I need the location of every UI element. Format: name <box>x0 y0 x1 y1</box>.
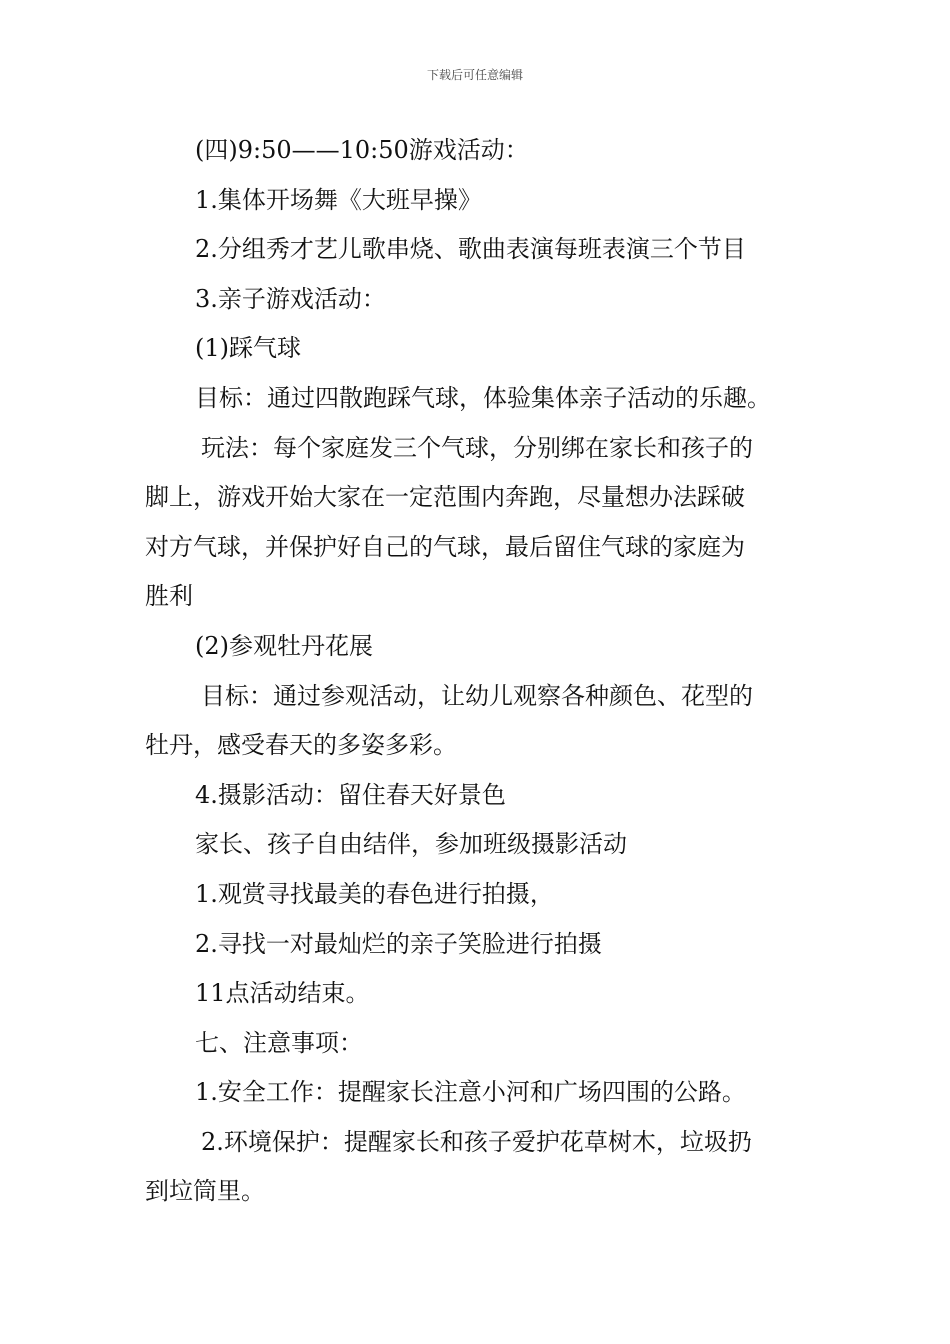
list-item: 2.环境保护：提醒家长和孩子爱护花草树木，垃圾扔 <box>201 1127 752 1156</box>
list-item: 3.亲子游戏活动： <box>195 284 386 313</box>
list-item: 1.集体开场舞《大班早操》 <box>195 185 482 214</box>
page-header: 下载后可任意编辑 <box>426 68 523 82</box>
paragraph-line: 11点活动结束。 <box>195 979 370 1008</box>
paragraph-line: 家长、孩子自由结伴，参加班级摄影活动 <box>195 830 627 859</box>
sub-heading: (2)参观牡丹花展 <box>195 631 373 660</box>
paragraph-line: 胜利 <box>145 582 193 611</box>
sub-heading: (1)踩气球 <box>195 334 301 363</box>
list-item: 2.寻找一对最灿烂的亲子笑脸进行拍摄 <box>195 929 602 958</box>
list-item: 4.摄影活动：留住春天好景色 <box>195 780 506 809</box>
list-item: 1.观赏寻找最美的春色进行拍摄， <box>195 879 554 908</box>
section-heading-games: (四)9:50——10:50游戏活动： <box>195 136 529 164</box>
list-item: 2.分组秀才艺儿歌串烧、歌曲表演每班表演三个节目 <box>195 235 746 264</box>
paragraph-line: 目标：通过四散跑踩气球，体验集体亲子活动的乐趣。 <box>195 383 771 412</box>
paragraph-line: 对方气球，并保护好自己的气球，最后留住气球的家庭为 <box>145 532 745 561</box>
paragraph-line: 到垃筒里。 <box>145 1177 265 1206</box>
paragraph-line: 玩法：每个家庭发三个气球，分别绑在家长和孩子的 <box>201 433 753 462</box>
document-body <box>145 126 807 1217</box>
list-item: 1.安全工作：提醒家长注意小河和广场四围的公路。 <box>195 1078 746 1107</box>
paragraph-line: 脚上，游戏开始大家在一定范围内奔跑，尽量想办法踩破 <box>145 483 745 512</box>
section-heading-notes: 七、注意事项： <box>195 1028 363 1057</box>
paragraph-line: 牡丹，感受春天的多姿多彩。 <box>145 731 457 760</box>
paragraph-line: 目标：通过参观活动，让幼儿观察各种颜色、花型的 <box>201 681 753 710</box>
